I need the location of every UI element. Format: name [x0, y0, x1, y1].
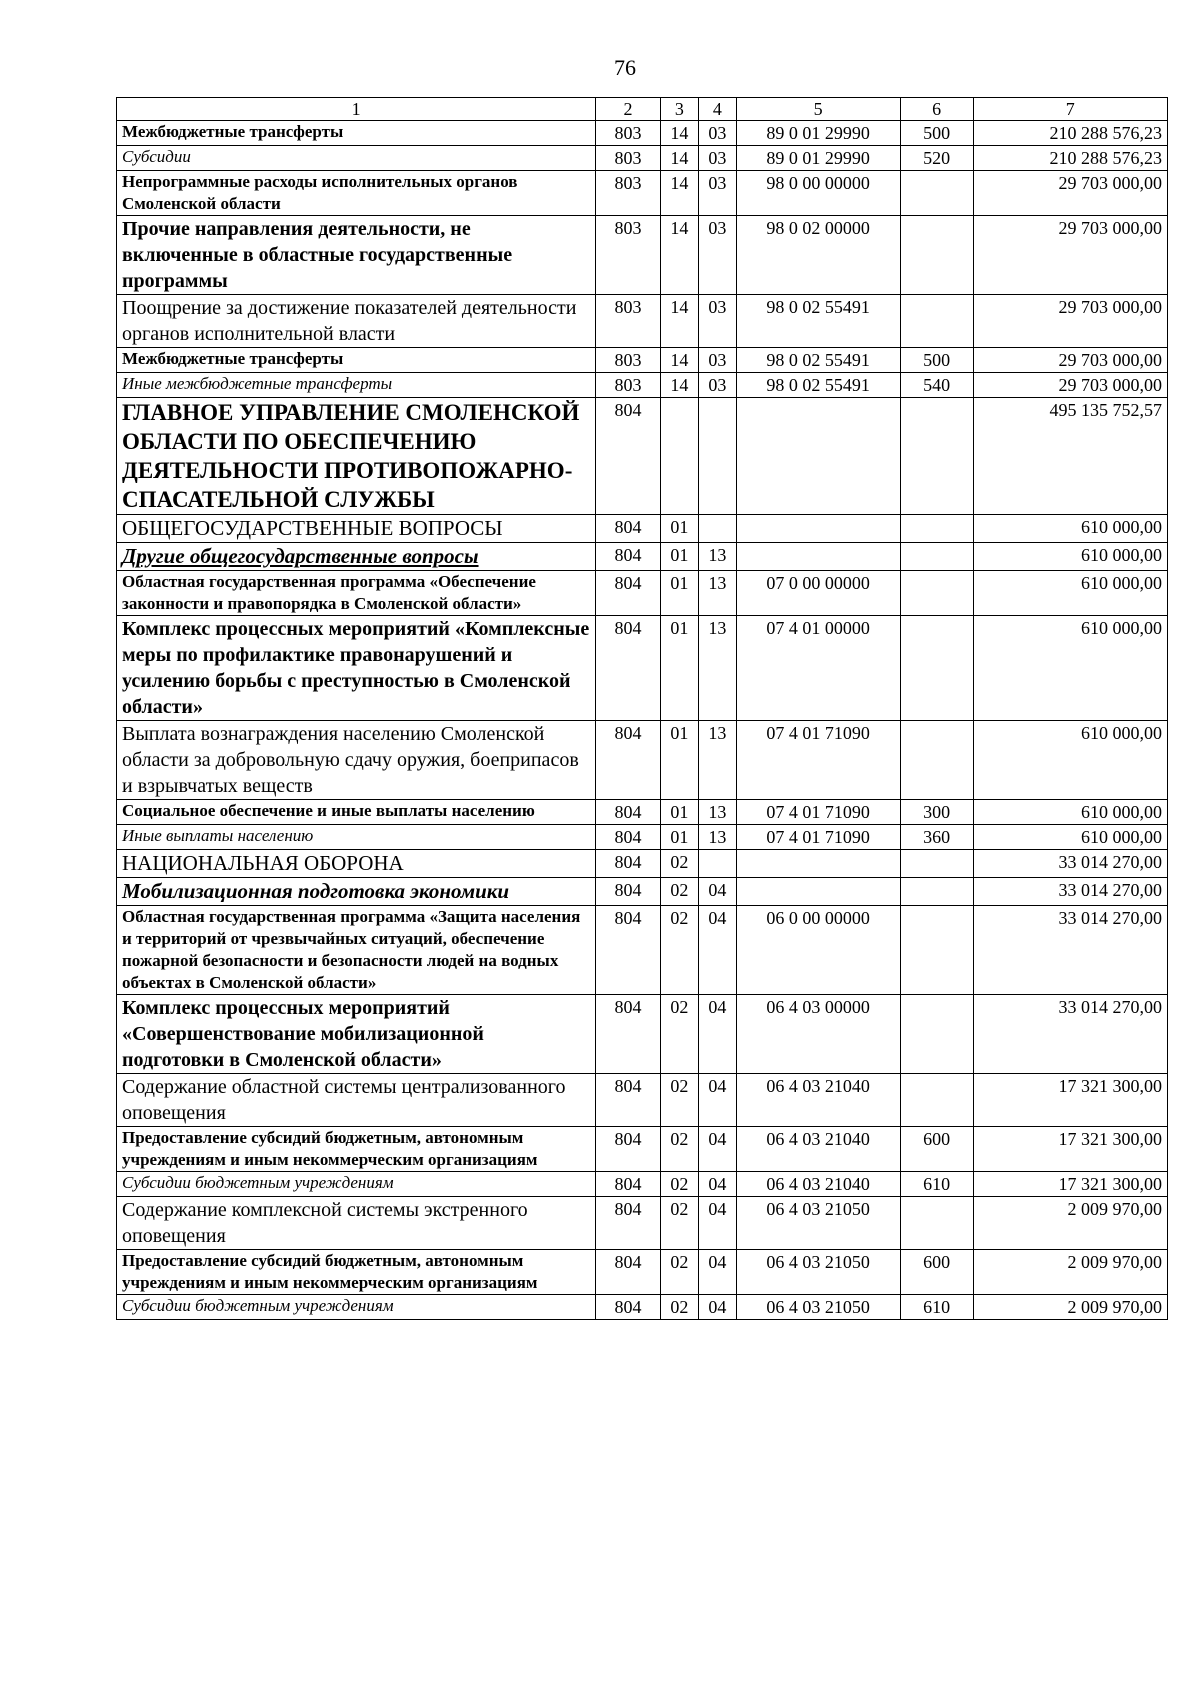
table-row — [117, 571, 1168, 616]
row-name-cell: Межбюджетные трансферты — [117, 348, 596, 373]
amount-cell: 29 703 000,00 — [973, 171, 1167, 216]
ved-code-cell: 804 — [596, 616, 660, 721]
ved-code-cell: 803 — [596, 121, 660, 146]
target-article-cell: 07 4 01 71090 — [736, 800, 900, 825]
subsection-code-cell: 04 — [699, 1295, 736, 1320]
row-name-cell: ГЛАВНОЕ УПРАВЛЕНИЕ СМОЛЕНСКОЙ ОБЛАСТИ ПО ОБЕСПЕЧЕНИЮ ДЕЯТЕЛЬНОСТИ ПРОТИВОПОЖАРНО-СПАСАТЕЛЬНОЙ СЛУЖБЫ — [117, 398, 596, 515]
target-article-cell: 06 4 03 00000 — [736, 995, 900, 1074]
expense-type-cell: 610 — [900, 1295, 973, 1320]
section-code-cell: 02 — [660, 1074, 698, 1127]
target-article-cell: 06 4 03 21050 — [736, 1197, 900, 1250]
section-code-cell: 01 — [660, 616, 698, 721]
row-name-cell: Областная государственная программа «Защита населения и территорий от чрезвычайных ситуаций, обеспечение пожарной безопасности и безопасности людей на водных объектах в Смоленской области» — [117, 906, 596, 995]
subsection-code-cell: 03 — [699, 171, 736, 216]
subsection-code-cell: 03 — [699, 121, 736, 146]
section-code-cell: 14 — [660, 348, 698, 373]
ved-code-cell: 804 — [596, 721, 660, 800]
subsection-code-cell: 03 — [699, 295, 736, 348]
expense-type-cell — [900, 995, 973, 1074]
section-code-cell: 02 — [660, 995, 698, 1074]
section-code-cell: 14 — [660, 146, 698, 171]
subsection-code-cell: 04 — [699, 995, 736, 1074]
row-name-cell: Комплекс процессных мероприятий «Комплексные меры по профилактике правонарушений и усилению борьбы с преступностью в Смоленской области» — [117, 616, 596, 721]
target-article-cell: 07 4 01 71090 — [736, 721, 900, 800]
expense-type-cell: 540 — [900, 373, 973, 398]
section-code-cell: 01 — [660, 825, 698, 850]
ved-code-cell: 803 — [596, 348, 660, 373]
target-article-cell: 07 4 01 00000 — [736, 616, 900, 721]
expense-type-cell — [900, 1197, 973, 1250]
ved-code-cell: 803 — [596, 295, 660, 348]
subsection-code-cell: 04 — [699, 906, 736, 995]
amount-cell: 17 321 300,00 — [973, 1172, 1167, 1197]
section-code-cell: 02 — [660, 850, 698, 878]
section-code-cell: 02 — [660, 906, 698, 995]
ved-code-cell: 804 — [596, 571, 660, 616]
subsection-code-cell: 13 — [699, 800, 736, 825]
ved-code-cell: 803 — [596, 216, 660, 295]
subsection-code-cell: 04 — [699, 1250, 736, 1295]
table-row — [117, 1127, 1168, 1172]
subsection-code-cell — [699, 515, 736, 543]
ved-code-cell: 804 — [596, 800, 660, 825]
row-name-cell: Социальное обеспечение и иные выплаты населению — [117, 800, 596, 825]
table-row — [117, 373, 1168, 398]
target-article-cell: 06 4 03 21050 — [736, 1295, 900, 1320]
target-article-cell: 98 0 02 00000 — [736, 216, 900, 295]
expense-type-cell — [900, 850, 973, 878]
target-article-cell: 89 0 01 29990 — [736, 146, 900, 171]
target-article-cell: 98 0 02 55491 — [736, 295, 900, 348]
column-header: 1 — [117, 98, 596, 121]
expense-type-cell: 500 — [900, 121, 973, 146]
amount-cell: 610 000,00 — [973, 825, 1167, 850]
target-article-cell: 06 4 03 21040 — [736, 1172, 900, 1197]
table-row — [117, 295, 1168, 348]
target-article-cell: 07 4 01 71090 — [736, 825, 900, 850]
column-header: 7 — [973, 98, 1167, 121]
amount-cell: 17 321 300,00 — [973, 1127, 1167, 1172]
amount-cell: 610 000,00 — [973, 543, 1167, 571]
table-row — [117, 1250, 1168, 1295]
table-row — [117, 543, 1168, 571]
subsection-code-cell: 04 — [699, 1127, 736, 1172]
expense-type-cell — [900, 216, 973, 295]
table-row — [117, 515, 1168, 543]
subsection-code-cell: 03 — [699, 146, 736, 171]
section-code-cell: 14 — [660, 295, 698, 348]
amount-cell: 33 014 270,00 — [973, 906, 1167, 995]
subsection-code-cell: 04 — [699, 1074, 736, 1127]
section-code-cell: 01 — [660, 721, 698, 800]
section-code-cell: 02 — [660, 878, 698, 906]
table-row — [117, 398, 1168, 515]
target-article-cell: 07 0 00 00000 — [736, 571, 900, 616]
section-code-cell: 14 — [660, 216, 698, 295]
section-code-cell: 14 — [660, 373, 698, 398]
expense-type-cell — [900, 295, 973, 348]
row-name-cell: Выплата вознаграждения населению Смоленской области за добровольную сдачу оружия, боеприпасов и взрывчатых веществ — [117, 721, 596, 800]
amount-cell: 610 000,00 — [973, 571, 1167, 616]
target-article-cell: 06 4 03 21050 — [736, 1250, 900, 1295]
row-name-cell: Иные межбюджетные трансферты — [117, 373, 596, 398]
amount-cell: 29 703 000,00 — [973, 216, 1167, 295]
amount-cell: 33 014 270,00 — [973, 878, 1167, 906]
expense-type-cell — [900, 515, 973, 543]
target-article-cell: 06 0 00 00000 — [736, 906, 900, 995]
ved-code-cell: 804 — [596, 515, 660, 543]
column-header: 2 — [596, 98, 660, 121]
subsection-code-cell: 13 — [699, 616, 736, 721]
row-name-cell: Предоставление субсидий бюджетным, автономным учреждениям и иным некоммерческим организациям — [117, 1127, 596, 1172]
ved-code-cell: 803 — [596, 171, 660, 216]
amount-cell: 33 014 270,00 — [973, 995, 1167, 1074]
expense-type-cell — [900, 398, 973, 515]
expense-type-cell — [900, 721, 973, 800]
amount-cell: 29 703 000,00 — [973, 348, 1167, 373]
row-name-cell: Прочие направления деятельности, не включенные в областные государственные программы — [117, 216, 596, 295]
table-row — [117, 721, 1168, 800]
row-name-cell: Иные выплаты населению — [117, 825, 596, 850]
section-code-cell: 02 — [660, 1250, 698, 1295]
row-name-cell: НАЦИОНАЛЬНАЯ ОБОРОНА — [117, 850, 596, 878]
table-row — [117, 1295, 1168, 1320]
ved-code-cell: 804 — [596, 995, 660, 1074]
row-name-cell: Содержание комплексной системы экстренного оповещения — [117, 1197, 596, 1250]
section-code-cell: 02 — [660, 1295, 698, 1320]
amount-cell: 610 000,00 — [973, 616, 1167, 721]
subsection-code-cell: 03 — [699, 348, 736, 373]
ved-code-cell: 804 — [596, 850, 660, 878]
expense-type-cell: 300 — [900, 800, 973, 825]
expense-type-cell — [900, 171, 973, 216]
section-code-cell: 01 — [660, 571, 698, 616]
expense-type-cell: 500 — [900, 348, 973, 373]
subsection-code-cell: 13 — [699, 571, 736, 616]
table-row — [117, 1074, 1168, 1127]
subsection-code-cell: 13 — [699, 721, 736, 800]
table-row — [117, 146, 1168, 171]
target-article-cell: 89 0 01 29990 — [736, 121, 900, 146]
ved-code-cell: 804 — [596, 398, 660, 515]
row-name-cell: Мобилизационная подготовка экономики — [117, 878, 596, 906]
amount-cell: 610 000,00 — [973, 721, 1167, 800]
subsection-code-cell — [699, 850, 736, 878]
table-header-row — [117, 98, 1168, 121]
expense-type-cell: 520 — [900, 146, 973, 171]
ved-code-cell: 804 — [596, 1250, 660, 1295]
row-name-cell: Субсидии бюджетным учреждениям — [117, 1172, 596, 1197]
table-row — [117, 878, 1168, 906]
row-name-cell: Межбюджетные трансферты — [117, 121, 596, 146]
ved-code-cell: 804 — [596, 825, 660, 850]
expense-type-cell — [900, 571, 973, 616]
column-header: 5 — [736, 98, 900, 121]
table-row — [117, 906, 1168, 995]
target-article-cell — [736, 515, 900, 543]
expense-type-cell — [900, 616, 973, 721]
row-name-cell: Предоставление субсидий бюджетным, автономным учреждениям и иным некоммерческим организациям — [117, 1250, 596, 1295]
ved-code-cell: 803 — [596, 146, 660, 171]
ved-code-cell: 804 — [596, 1295, 660, 1320]
amount-cell: 29 703 000,00 — [973, 295, 1167, 348]
amount-cell: 2 009 970,00 — [973, 1197, 1167, 1250]
subsection-code-cell: 03 — [699, 373, 736, 398]
ved-code-cell: 804 — [596, 543, 660, 571]
row-name-cell: Другие общегосударственные вопросы — [117, 543, 596, 571]
target-article-cell: 06 4 03 21040 — [736, 1074, 900, 1127]
expense-type-cell: 610 — [900, 1172, 973, 1197]
subsection-code-cell — [699, 398, 736, 515]
amount-cell: 33 014 270,00 — [973, 850, 1167, 878]
table-row — [117, 850, 1168, 878]
expense-type-cell: 360 — [900, 825, 973, 850]
subsection-code-cell: 13 — [699, 825, 736, 850]
subsection-code-cell: 13 — [699, 543, 736, 571]
target-article-cell — [736, 850, 900, 878]
section-code-cell: 01 — [660, 800, 698, 825]
section-code-cell: 02 — [660, 1197, 698, 1250]
budget-table — [116, 97, 1168, 1320]
ved-code-cell: 804 — [596, 1127, 660, 1172]
section-code-cell — [660, 398, 698, 515]
row-name-cell: Непрограммные расходы исполнительных органов Смоленской области — [117, 171, 596, 216]
subsection-code-cell: 04 — [699, 878, 736, 906]
table-row — [117, 825, 1168, 850]
subsection-code-cell: 04 — [699, 1172, 736, 1197]
table-row — [117, 800, 1168, 825]
amount-cell: 210 288 576,23 — [973, 121, 1167, 146]
row-name-cell: Субсидии — [117, 146, 596, 171]
table-row — [117, 121, 1168, 146]
column-header: 3 — [660, 98, 698, 121]
amount-cell: 29 703 000,00 — [973, 373, 1167, 398]
amount-cell: 2 009 970,00 — [973, 1250, 1167, 1295]
target-article-cell — [736, 398, 900, 515]
row-name-cell: Поощрение за достижение показателей деятельности органов исполнительной власти — [117, 295, 596, 348]
ved-code-cell: 804 — [596, 906, 660, 995]
ved-code-cell: 804 — [596, 878, 660, 906]
section-code-cell: 14 — [660, 171, 698, 216]
column-header: 4 — [699, 98, 736, 121]
table-row — [117, 1172, 1168, 1197]
column-header: 6 — [900, 98, 973, 121]
section-code-cell: 02 — [660, 1172, 698, 1197]
amount-cell: 2 009 970,00 — [973, 1295, 1167, 1320]
amount-cell: 210 288 576,23 — [973, 146, 1167, 171]
row-name-cell: ОБЩЕГОСУДАРСТВЕННЫЕ ВОПРОСЫ — [117, 515, 596, 543]
row-name-cell: Областная государственная программа «Обеспечение законности и правопорядка в Смоленской области» — [117, 571, 596, 616]
section-code-cell: 01 — [660, 515, 698, 543]
target-article-cell: 06 4 03 21040 — [736, 1127, 900, 1172]
section-code-cell: 02 — [660, 1127, 698, 1172]
page-number: 76 — [614, 55, 636, 80]
ved-code-cell: 803 — [596, 373, 660, 398]
row-name-cell: Содержание областной системы централизованного оповещения — [117, 1074, 596, 1127]
expense-type-cell: 600 — [900, 1250, 973, 1295]
target-article-cell — [736, 878, 900, 906]
ved-code-cell: 804 — [596, 1172, 660, 1197]
amount-cell: 610 000,00 — [973, 800, 1167, 825]
target-article-cell: 98 0 02 55491 — [736, 373, 900, 398]
table-row — [117, 616, 1168, 721]
expense-type-cell — [900, 878, 973, 906]
target-article-cell: 98 0 00 00000 — [736, 171, 900, 216]
amount-cell: 610 000,00 — [973, 515, 1167, 543]
expense-type-cell — [900, 543, 973, 571]
expense-type-cell — [900, 1074, 973, 1127]
table-row — [117, 1197, 1168, 1250]
table-row — [117, 216, 1168, 295]
target-article-cell: 98 0 02 55491 — [736, 348, 900, 373]
subsection-code-cell: 03 — [699, 216, 736, 295]
ved-code-cell: 804 — [596, 1074, 660, 1127]
subsection-code-cell: 04 — [699, 1197, 736, 1250]
row-name-cell: Субсидии бюджетным учреждениям — [117, 1295, 596, 1320]
expense-type-cell — [900, 906, 973, 995]
target-article-cell — [736, 543, 900, 571]
amount-cell: 495 135 752,57 — [973, 398, 1167, 515]
table-row — [117, 995, 1168, 1074]
table-row — [117, 348, 1168, 373]
row-name-cell: Комплекс процессных мероприятий «Совершенствование мобилизационной подготовки в Смоленской области» — [117, 995, 596, 1074]
table-row — [117, 171, 1168, 216]
amount-cell: 17 321 300,00 — [973, 1074, 1167, 1127]
expense-type-cell: 600 — [900, 1127, 973, 1172]
section-code-cell: 14 — [660, 121, 698, 146]
section-code-cell: 01 — [660, 543, 698, 571]
ved-code-cell: 804 — [596, 1197, 660, 1250]
